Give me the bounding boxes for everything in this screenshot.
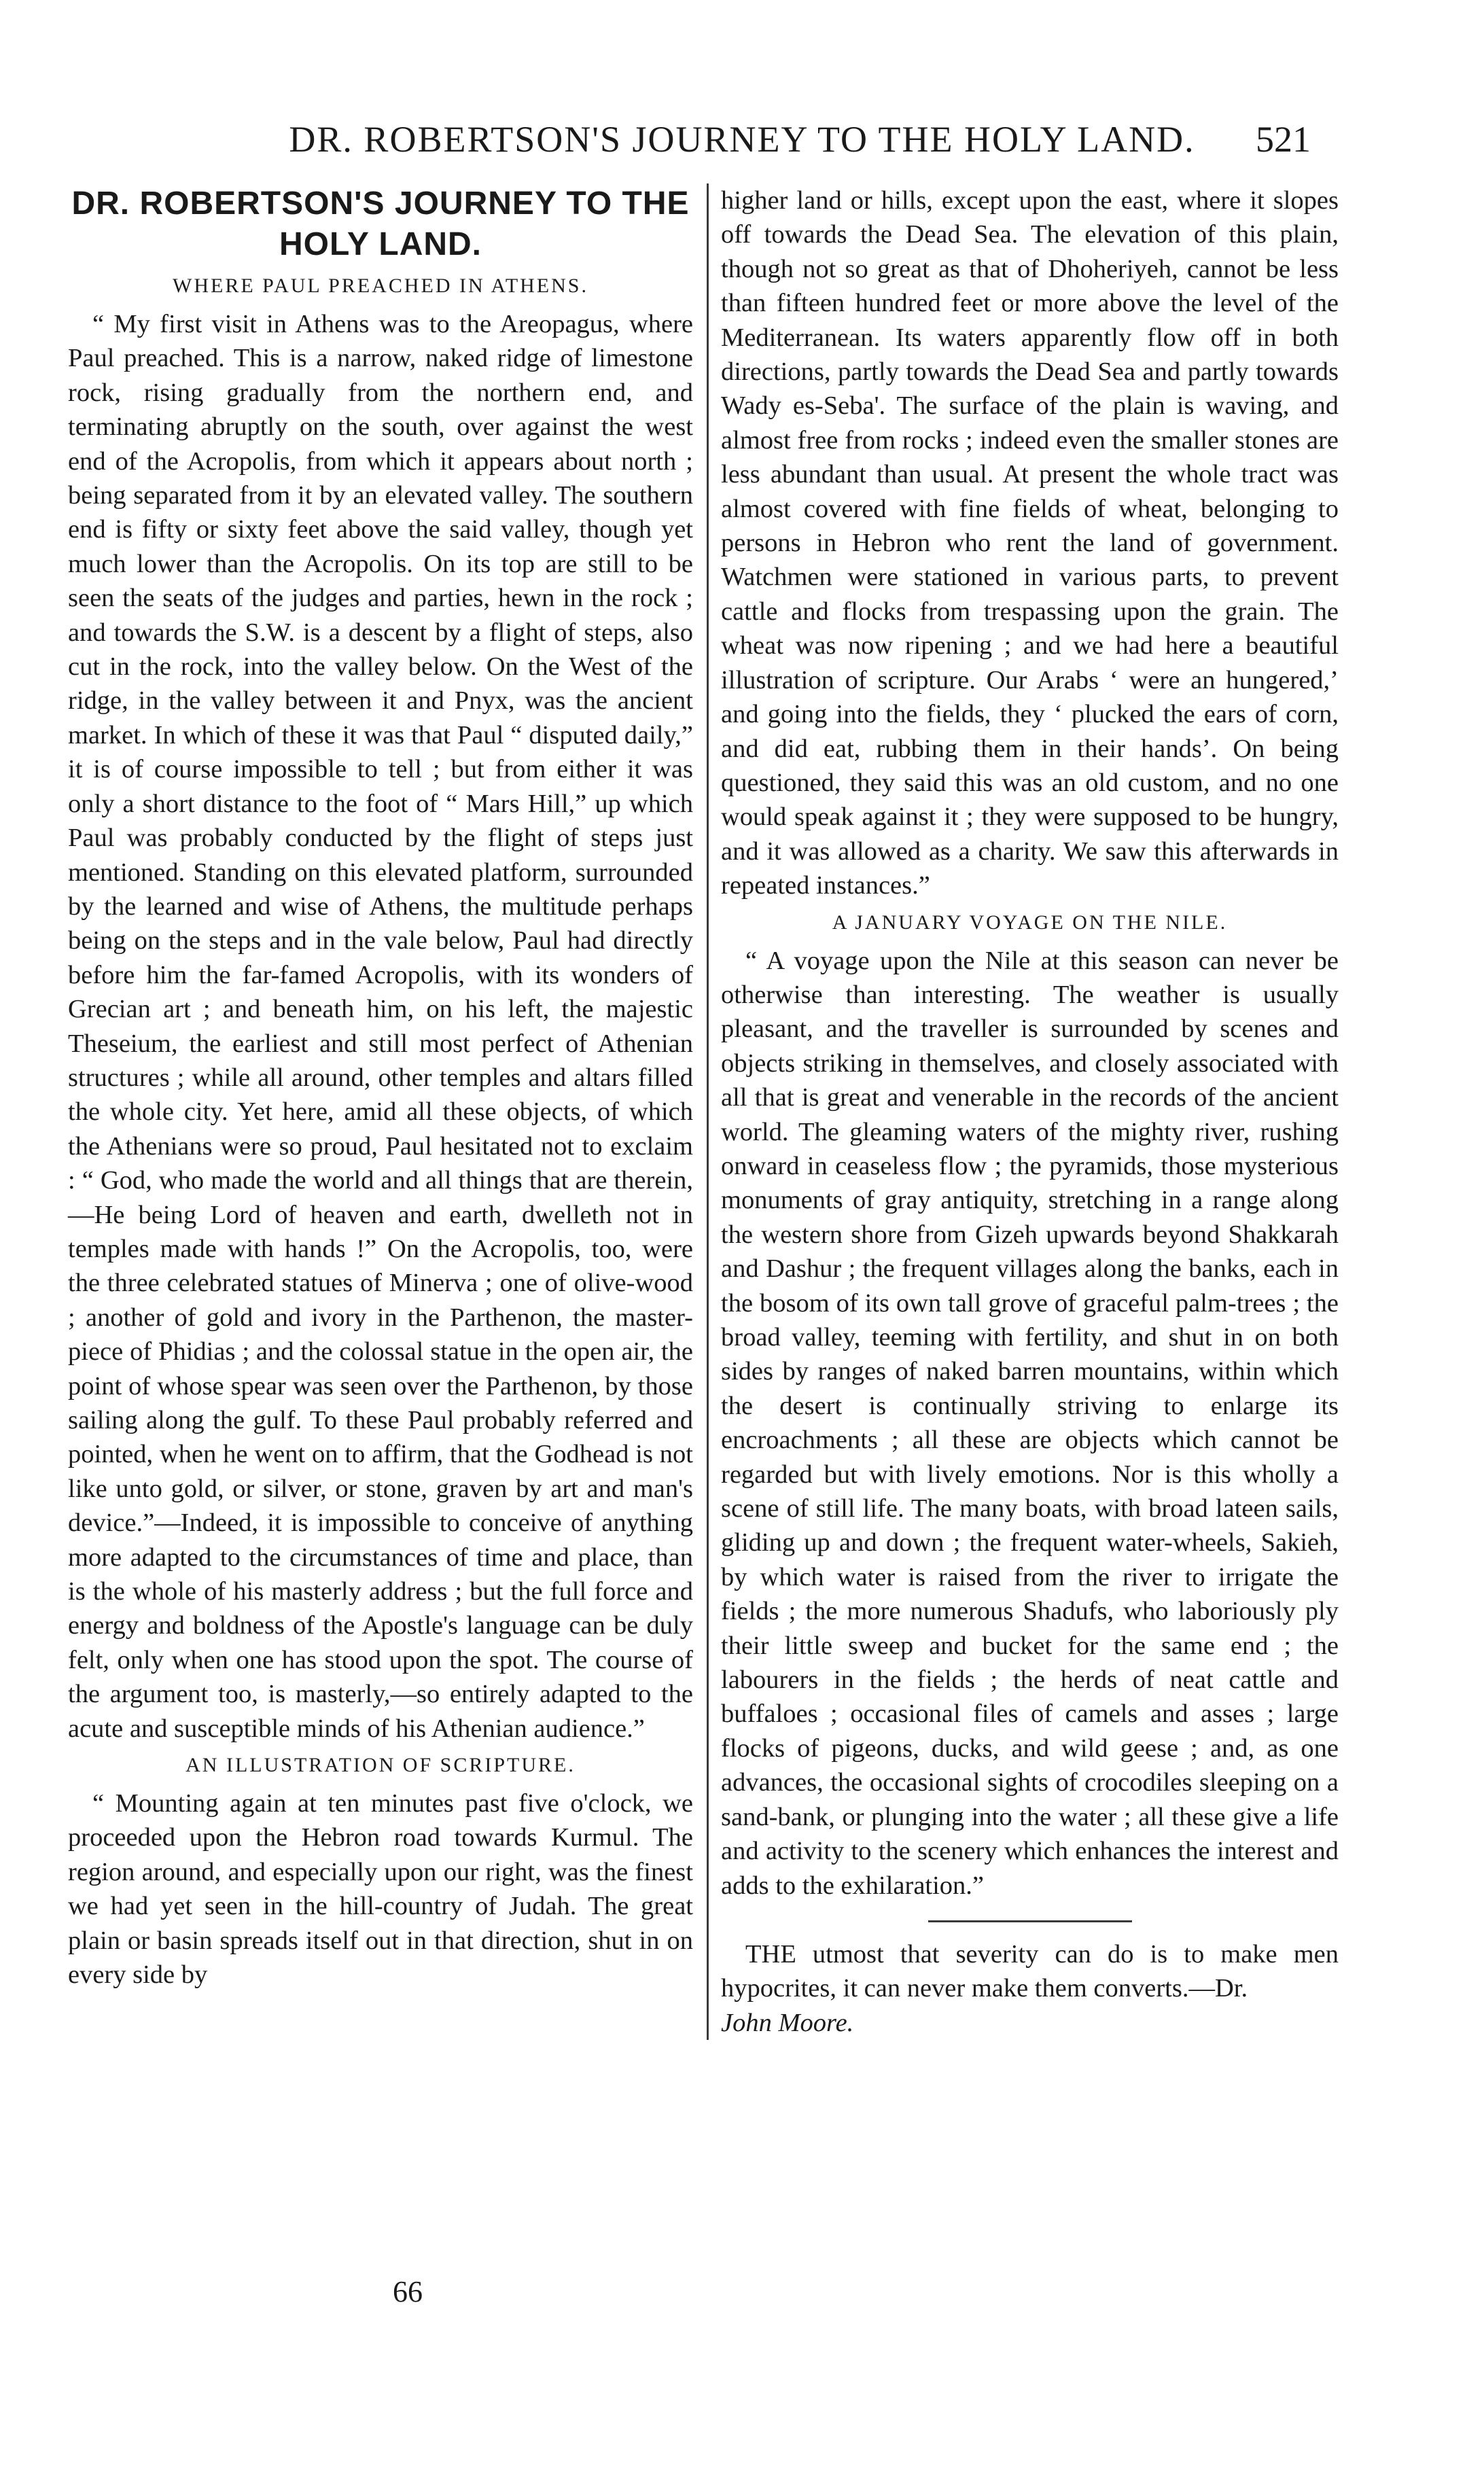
folio-signature: 66 <box>393 2275 423 2308</box>
right-column <box>707 183 1339 2040</box>
section-heading-athens: WHERE PAUL PREACHED IN ATHENS. <box>173 275 588 297</box>
running-head: DR. ROBERTSON'S JOURNEY TO THE HOLY LAND. <box>289 119 1195 160</box>
quote-text: THE utmost that severity can do is to make men hypocrites, it can never make them converts.—Dr. <box>721 1939 1339 2003</box>
page-header <box>0 109 1484 170</box>
section-heading-nile: A JANUARY VOYAGE ON THE NILE. <box>832 911 1228 934</box>
quote-author: John Moore. <box>721 2008 854 2037</box>
article-title: DR. ROBERTSON'S JOURNEY TO THE HOLY LAND. <box>71 186 690 262</box>
page-number: 521 <box>1256 119 1311 160</box>
section-divider <box>928 1920 1132 1922</box>
section-heading-scripture: AN ILLUSTRATION OF SCRIPTURE. <box>186 1754 576 1777</box>
left-column <box>68 183 693 1992</box>
paragraph-scripture-part-2: higher land or hills, except upon the east, where it slopes off towards the Dead Sea. The elevation of this plain, though not so great as that of Dhoheriyeh, cannot be less than fifteen hundred feet or more above the level of the Mediterranean. Its waters apparently flow off in both directions, partly towards the Dead Sea and partly towards Wady es-Seba'. The surface of the plain is waving, and almost free from rocks ; indeed even the smaller stones are less abundant than usual. At present the whole tract was almost covered with fine fields of wheat, belonging to persons in Hebron who rent the land of government. Watchmen were stationed in various parts, to prevent cattle and flocks from trespassing upon the grain. The wheat was now ripening ; and we had here a beautiful illustration of scripture. Our Arabs ‘ were an hungered,’ and going into the fields, they ‘ plucked the ears of corn, and did eat, rubbing them in their hands’. On being questioned, they said this was an old custom, and no one would speak against it ; they were supposed to be hungry, and it was allowed as a charity. We saw this afterwards in repeated instances.” <box>721 186 1339 900</box>
paragraph-scripture-part-1: “ Mounting again at ten minutes past five o'clock, we proceeded upon the Hebron road towards Kurmul. The region around, and especially upon our right, was the finest we had yet seen in the hill-country of Judah. The great plain or basin spreads itself out in that direction, shut in on every side by <box>68 1789 693 1990</box>
paragraph-nile: “ A voyage upon the Nile at this season can never be otherwise than interesting. The weather is usually pleasant, and the traveller is surrounded by scenes and objects striking in themselves, and closely associated with all that is great and venerable in the records of the ancient world. The gleaming waters of the mighty river, rushing onward in ceaseless flow ; the pyramids, those mysterious monuments of gray antiquity, stretching in a range along the western shore from Gizeh upwards beyond Shakkarah and Dashur ; the frequent villages along the banks, each in the bosom of its own tall grove of graceful palm-trees ; the broad valley, teeming with fertility, and shut in on both sides by ranges of naked barren mountains, within which the desert is continually striving to enlarge its encroachments ; all these are objects which cannot be regarded but with lively emotions. Nor is this wholly a scene of still life. The many boats, with broad lateen sails, gliding up and down ; the frequent water-wheels, Sakieh, by which water is raised from the river to irrigate the fields ; the more numerous Shadufs, who laboriously ply their little sweep and bucket for the same end ; the labourers in the fields ; the herds of neat cattle and buffaloes ; occasional files of camels and asses ; large flocks of pigeons, ducks, and wild geese ; and, as one advances, the occasional sights of crocodiles sleeping on a sand-bank, or plunging into the water ; all these give a life and activity to the scenery which enhances the interest and adds to the exhilaration.” <box>721 946 1339 1900</box>
paragraph-athens: “ My first visit in Athens was to the Areopagus, where Paul preached. This is a narrow, naked ridge of limestone rock, rising gradually from the northern end, and terminating abruptly on the south, over against the west end of the Acropolis, from which it appears about north ; being separated from it by an elevated valley. The southern end is fifty or sixty feet above the said valley, though yet much lower than the Acropolis. On its top are still to be seen the seats of the judges and parties, hewn in the rock ; and towards the S.W. is a descent by a flight of steps, also cut in the rock, into the valley below. On the West of the ridge, in the valley between it and Pnyx, was the ancient market. In which of these it was that Paul “ disputed daily,” it is of course impossible to tell ; but from either it was only a short distance to the foot of “ Mars Hill,” up which Paul was probably conducted by the flight of steps just mentioned. Standing on this elevated platform, surrounded by the learned and wise of Athens, the multitude perhaps being on the steps and in the vale below, Paul had directly before him the far-famed Acropolis, with its wonders of Grecian art ; and beneath him, on his left, the majestic Theseium, the earliest and still most perfect of Athenian structures ; while all around, other temples and altars filled the whole city. Yet here, amid all these objects, of which the Athenians were so proud, Paul hesitated not to exclaim : “ God, who made the world and all things that are therein,—He being Lord of heaven and earth, dwelleth not in temples made with hands !” On the Acropolis, too, were the three celebrated statues of Minerva ; one of olive-wood ; another of gold and ivory in the Parthenon, the master-piece of Phidias ; and the colossal statue in the open air, the point of whose spear was seen over the Parthenon, by those sailing along the gulf. To these Paul probably referred and pointed, when he went on to affirm, that the Godhead is not like unto gold, or silver, or stone, graven by art and man's device.”—Indeed, it is impossible to conceive of anything more adapted to the circumstances of time and place, than is the whole of his masterly address ; but the full force and energy and boldness of the Apostle's language can be duly felt, only when one has stood upon the spot. The course of the argument too, is masterly,—so entirely adapted to the acute and susceptible minds of his Athenian audience.” <box>68 310 693 1743</box>
